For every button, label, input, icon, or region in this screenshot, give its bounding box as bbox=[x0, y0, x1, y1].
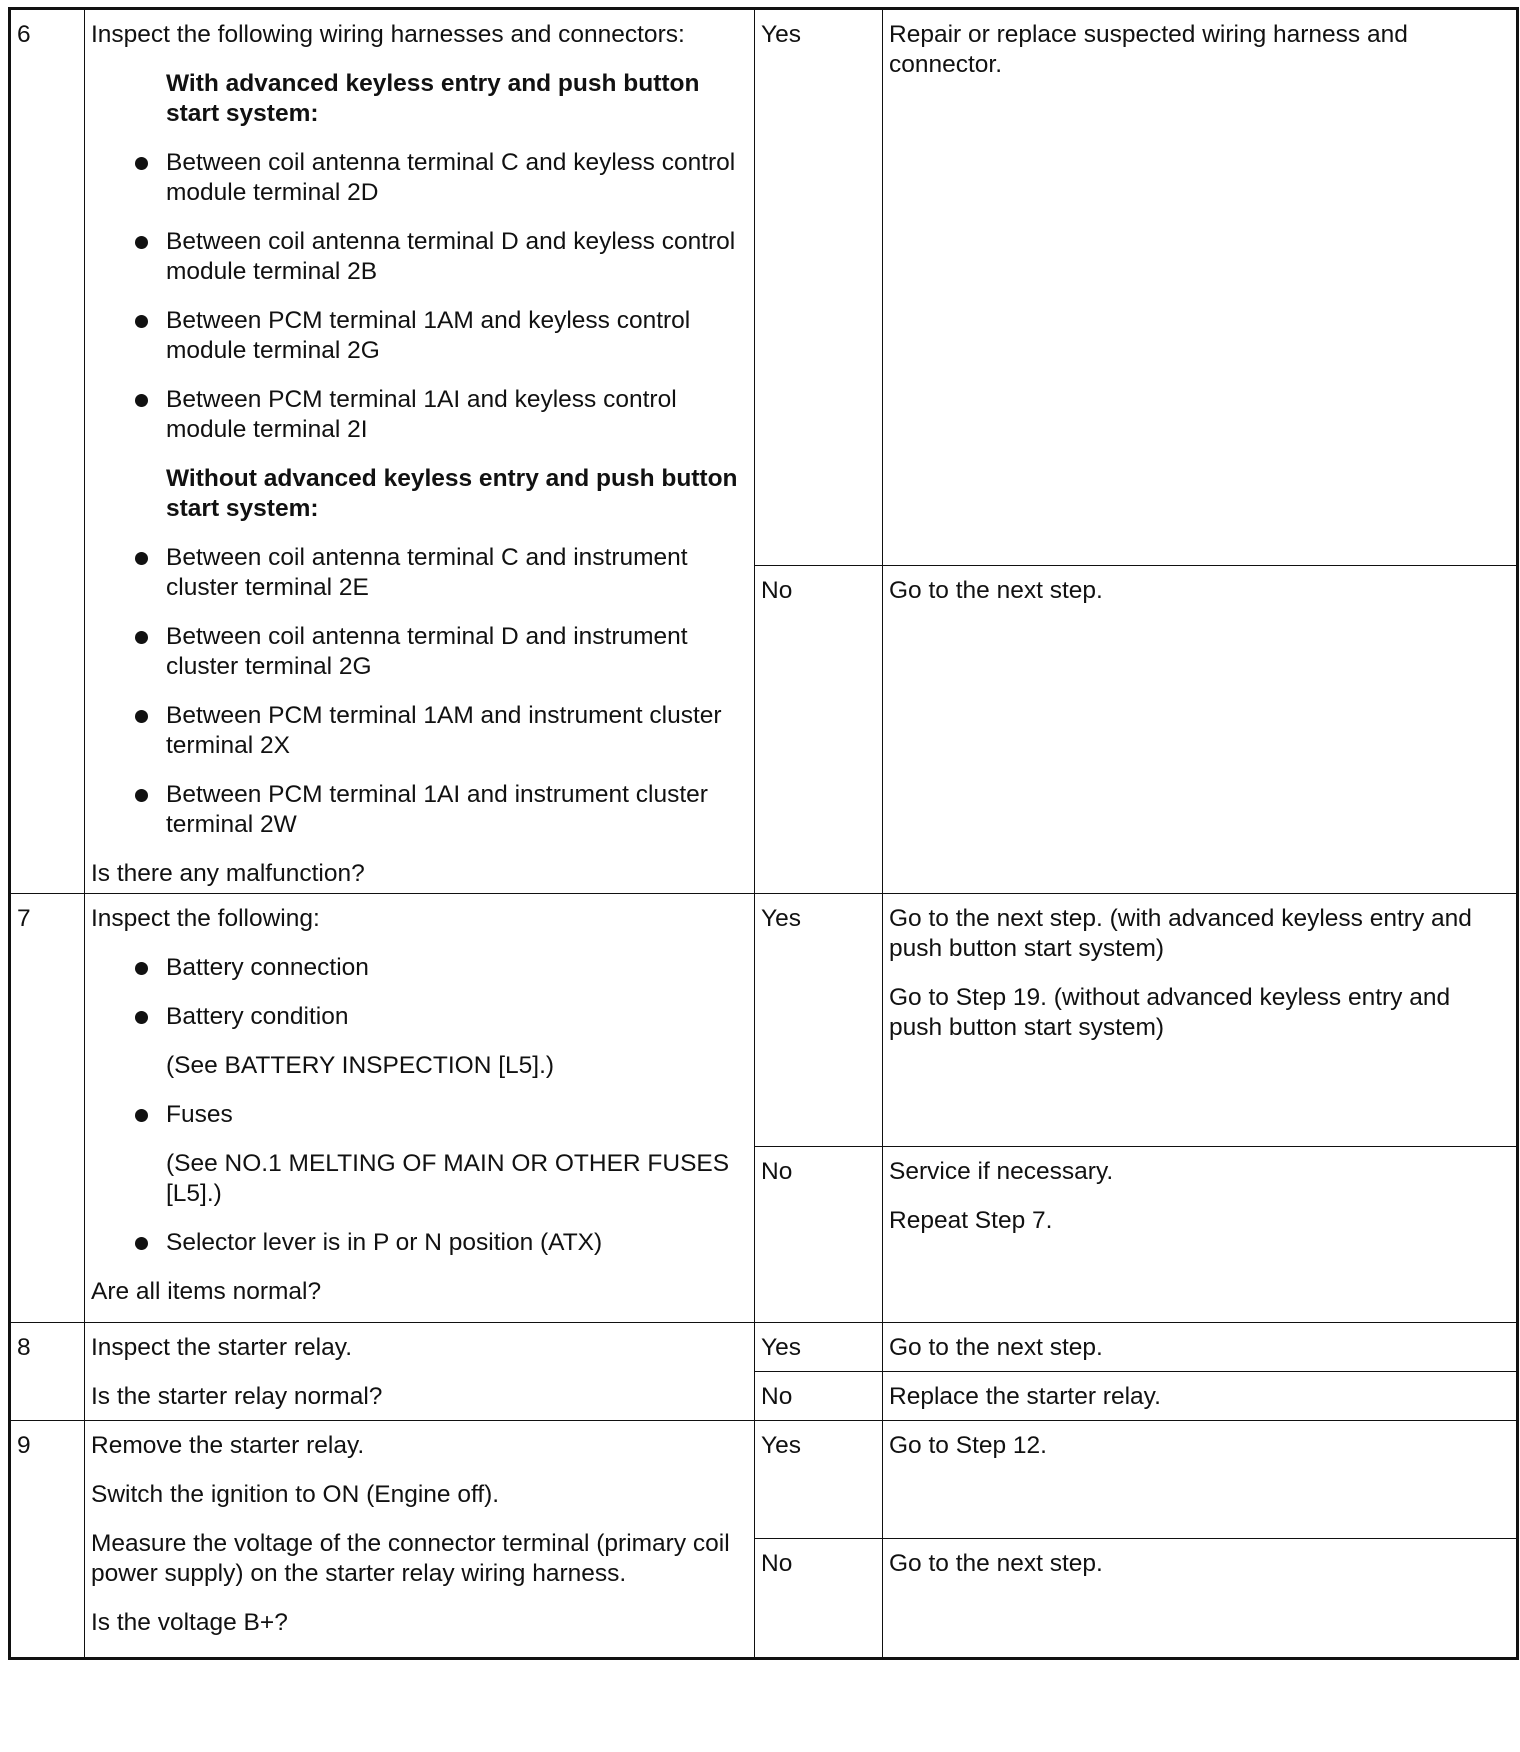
reference-note: (See NO.1 MELTING OF MAIN OR OTHER FUSES [L5].) bbox=[166, 1150, 730, 1207]
reference-note: (See BATTERY INSPECTION [L5].) bbox=[166, 1052, 555, 1079]
bullet-item: Battery connection bbox=[91, 953, 748, 983]
group-heading: Without advanced keyless entry and push button start system: bbox=[166, 465, 738, 522]
bullet-icon bbox=[135, 962, 148, 975]
result-no-label: No bbox=[755, 1372, 883, 1421]
result-yes-action bbox=[883, 1421, 1518, 1539]
bullet-item: Between coil antenna terminal D and instrument cluster terminal 2G bbox=[91, 622, 748, 682]
action-line: Inspect the starter relay. bbox=[91, 1334, 352, 1361]
step-action bbox=[85, 9, 755, 894]
bullet-item: Between PCM terminal 1AM and instrument cluster terminal 2X bbox=[91, 701, 748, 761]
result-text: Go to Step 19. (without advanced keyless entry and push button start system) bbox=[889, 984, 1451, 1041]
step-9-yes-row bbox=[10, 1421, 1518, 1539]
result-no-action bbox=[883, 1147, 1518, 1323]
result-no-label: No bbox=[755, 565, 883, 893]
result-text: Go to the next step. bbox=[889, 1334, 1103, 1361]
bullet-icon bbox=[135, 1237, 148, 1250]
bullet-item: Between coil antenna terminal D and keyless control module terminal 2B bbox=[91, 227, 748, 287]
result-yes-action bbox=[883, 894, 1518, 1147]
result-yes-label: Yes bbox=[755, 1323, 883, 1372]
bullet-icon bbox=[135, 394, 148, 407]
result-yes-action bbox=[883, 9, 1518, 566]
step-action bbox=[85, 894, 755, 1323]
result-text: Go to the next step. (with advanced keyless entry and push button start system) bbox=[889, 905, 1472, 962]
step-number: 6 bbox=[10, 9, 85, 894]
result-no-action bbox=[883, 1539, 1518, 1659]
action-line: Remove the starter relay. bbox=[91, 1432, 365, 1459]
result-yes-label: Yes bbox=[755, 894, 883, 1147]
step-action bbox=[85, 1323, 755, 1421]
bullet-icon bbox=[135, 1109, 148, 1122]
result-text: Repair or replace suspected wiring harness and connector. bbox=[889, 21, 1408, 78]
step-6-yes-row bbox=[10, 9, 1518, 566]
action-line: Switch the ignition to ON (Engine off). bbox=[91, 1481, 500, 1508]
step-number: 7 bbox=[10, 894, 85, 1323]
result-text: Repeat Step 7. bbox=[889, 1207, 1053, 1234]
bullet-item: Between PCM terminal 1AM and keyless control module terminal 2G bbox=[91, 306, 748, 366]
result-no-label: No bbox=[755, 1539, 883, 1659]
bullet-item: Between PCM terminal 1AI and keyless control module terminal 2I bbox=[91, 385, 748, 445]
bullet-item: Between coil antenna terminal C and instrument cluster terminal 2E bbox=[91, 543, 748, 603]
result-text: Service if necessary. bbox=[889, 1158, 1114, 1185]
action-question: Are all items normal? bbox=[91, 1278, 322, 1305]
action-intro: Inspect the following: bbox=[91, 905, 320, 932]
bullet-item: Between PCM terminal 1AI and instrument cluster terminal 2W bbox=[91, 780, 748, 840]
action-intro: Inspect the following wiring harnesses and connectors: bbox=[91, 21, 685, 48]
step-number: 8 bbox=[10, 1323, 85, 1421]
bullet-item: Between coil antenna terminal C and keyless control module terminal 2D bbox=[91, 148, 748, 208]
result-no-action bbox=[883, 1372, 1518, 1421]
action-question: Is the starter relay normal? bbox=[91, 1383, 383, 1410]
bullet-icon bbox=[135, 315, 148, 328]
bullet-icon bbox=[135, 236, 148, 249]
result-yes-label: Yes bbox=[755, 9, 883, 566]
bullet-icon bbox=[135, 1011, 148, 1024]
step-8-yes-row bbox=[10, 1323, 1518, 1372]
result-text: Replace the starter relay. bbox=[889, 1383, 1161, 1410]
result-text: Go to the next step. bbox=[889, 576, 1103, 604]
bullet-icon bbox=[135, 157, 148, 170]
action-question: Is the voltage B+? bbox=[91, 1609, 288, 1636]
bullet-item: Fuses bbox=[91, 1100, 748, 1130]
bullet-item: Battery condition bbox=[91, 1002, 748, 1032]
bullet-icon bbox=[135, 552, 148, 565]
bullet-item: Selector lever is in P or N position (ATX) bbox=[91, 1228, 748, 1258]
step-action bbox=[85, 1421, 755, 1659]
result-yes-label: Yes bbox=[755, 1421, 883, 1539]
result-no-label: No bbox=[755, 1147, 883, 1323]
bullet-icon bbox=[135, 710, 148, 723]
result-yes-action bbox=[883, 1323, 1518, 1372]
result-text: Go to the next step. bbox=[889, 1550, 1103, 1577]
diagnostic-procedure-table bbox=[8, 7, 1519, 1660]
step-7-yes-row bbox=[10, 894, 1518, 1147]
bullet-icon bbox=[135, 631, 148, 644]
group-heading: With advanced keyless entry and push button start system: bbox=[166, 70, 700, 127]
action-line: Measure the voltage of the connector terminal (primary coil power supply) on the starter relay wiring harness. bbox=[91, 1530, 730, 1587]
result-text: Go to Step 12. bbox=[889, 1432, 1047, 1459]
bullet-icon bbox=[135, 789, 148, 802]
step-number: 9 bbox=[10, 1421, 85, 1659]
action-question: Is there any malfunction? bbox=[91, 860, 365, 887]
result-no-action bbox=[883, 565, 1518, 893]
